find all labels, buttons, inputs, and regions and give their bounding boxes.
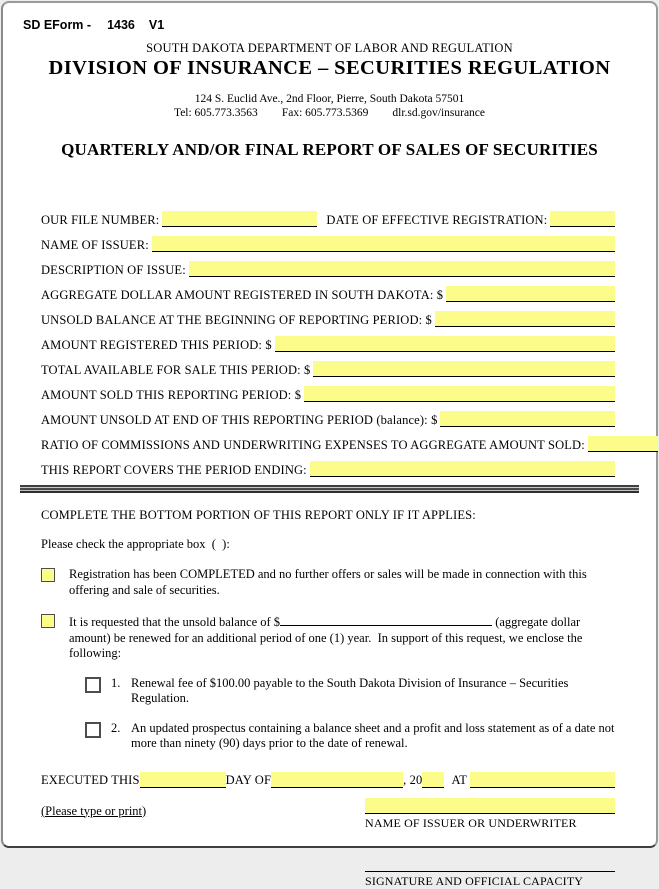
day-of-label: DAY OF	[225, 773, 272, 788]
renewal-option-text	[69, 613, 615, 662]
eform-version: V1	[148, 18, 165, 32]
file-number-label: OUR FILE NUMBER:	[41, 212, 160, 227]
enclosure-text: An updated prospectus containing a balance sheet and a profit and loss statement as of a date not more than ninety (90) days prior to the date of renewal.	[131, 720, 615, 750]
check-prompt: Please check the appropriate box ( ):	[41, 537, 230, 551]
table-row	[41, 452, 615, 477]
eform-prefix: SD EForm -	[23, 18, 92, 32]
page-title: QUARTERLY AND/OR FINAL REPORT OF SALES OF SECURITIES	[61, 140, 598, 159]
department-line: SOUTH DAKOTA DEPARTMENT OF LABOR AND REGULATION	[146, 41, 513, 55]
section-divider	[20, 485, 639, 493]
issue-description-field[interactable]	[189, 261, 615, 277]
prospectus-checkbox[interactable]	[85, 722, 101, 738]
total-available-field[interactable]	[313, 361, 615, 377]
issuer-name-field[interactable]	[152, 236, 615, 252]
renewal-text-after: (aggregate dollar amount) be renewed for an additional period of one (1) year. In support of this request, we enclose the following:	[69, 615, 583, 660]
unsold-beginning-label: UNSOLD BALANCE AT THE BEGINNING OF REPORTING PERIOD: $	[41, 312, 432, 327]
executed-place-field[interactable]	[470, 772, 615, 788]
signature-line	[365, 871, 615, 872]
division-line: DIVISION OF INSURANCE – SECURITIES REGULATION	[48, 57, 611, 79]
signature-area	[41, 798, 615, 889]
enclosure-number: 2.	[111, 720, 121, 735]
renewal-fee-checkbox[interactable]	[85, 677, 101, 693]
renewal-text-before: It is requested that the unsold balance of $	[69, 615, 281, 629]
table-row	[41, 352, 615, 377]
bottom-section	[41, 508, 615, 752]
at-label: AT	[451, 773, 468, 788]
registered-this-period-label: AMOUNT REGISTERED THIS PERIOD: $	[41, 337, 272, 352]
letterhead	[3, 41, 656, 119]
unsold-beginning-field[interactable]	[435, 311, 615, 327]
table-row	[41, 427, 615, 452]
table-row	[41, 277, 615, 302]
effective-registration-label: DATE OF EFFECTIVE REGISTRATION:	[326, 212, 548, 227]
tel-text: Tel: 605.773.3563	[173, 107, 258, 119]
issuer-underwriter-name-field[interactable]	[365, 798, 615, 814]
enclosure-number: 1.	[111, 675, 121, 690]
eform-number: 1436	[107, 18, 135, 32]
table-row	[41, 402, 615, 427]
table-row	[41, 252, 615, 277]
list-item	[85, 721, 615, 752]
completed-option-row	[41, 567, 615, 598]
address-line: 124 S. Euclid Ave., 2nd Floor, Pierre, South Dakota 57501	[194, 93, 465, 105]
completed-checkbox[interactable]	[41, 568, 55, 582]
executed-day-field[interactable]	[140, 772, 226, 788]
contact-line	[3, 107, 656, 119]
registered-this-period-field[interactable]	[275, 336, 615, 352]
bottom-instruction: COMPLETE THE BOTTOM PORTION OF THIS REPORT ONLY IF IT APPLIES:	[41, 508, 476, 522]
unsold-end-label: AMOUNT UNSOLD AT END OF THIS REPORTING PERIOD (balance): $	[41, 412, 438, 427]
issue-description-label: DESCRIPTION OF ISSUE:	[41, 262, 186, 277]
total-available-label: TOTAL AVAILABLE FOR SALE THIS PERIOD: $	[41, 362, 311, 377]
signature-column	[365, 798, 615, 889]
file-number-field[interactable]	[162, 211, 317, 227]
executed-this-label: EXECUTED THIS	[41, 773, 140, 788]
effective-registration-field[interactable]	[550, 211, 615, 227]
aggregate-registered-field[interactable]	[446, 286, 615, 302]
renewal-option-row	[41, 613, 615, 662]
enclosures-list	[85, 676, 615, 752]
renewal-amount-blank[interactable]	[280, 613, 492, 626]
table-row	[41, 302, 615, 327]
fields-section	[41, 202, 615, 477]
signature-line-label: SIGNATURE AND OFFICIAL CAPACITY	[365, 873, 584, 888]
ratio-label: RATIO OF COMMISSIONS AND UNDERWRITING EXPENSES TO AGGREGATE AMOUNT SOLD:	[41, 437, 585, 452]
table-row	[41, 327, 615, 352]
fax-text: Fax: 605.773.5369	[281, 107, 369, 119]
completed-option-text: Registration has been COMPLETED and no further offers or sales will be made in connection with this offering and sale of securities.	[69, 567, 587, 597]
aggregate-registered-label: AGGREGATE DOLLAR AMOUNT REGISTERED IN SOUTH DAKOTA: $	[41, 287, 444, 302]
issuer-name-label: NAME OF ISSUER:	[41, 237, 149, 252]
table-row	[41, 227, 615, 252]
form-page	[1, 1, 658, 888]
eform-tag	[23, 18, 656, 32]
period-ending-field[interactable]	[310, 461, 615, 477]
name-line-label: NAME OF ISSUER OR UNDERWRITER	[365, 815, 577, 830]
ratio-field[interactable]	[588, 436, 658, 452]
sold-this-period-field[interactable]	[304, 386, 615, 402]
unsold-end-field[interactable]	[440, 411, 615, 427]
renewal-checkbox[interactable]	[41, 614, 55, 628]
executed-year-field[interactable]	[422, 772, 444, 788]
table-row	[41, 377, 615, 402]
sold-this-period-label: AMOUNT SOLD THIS REPORTING PERIOD: $	[41, 387, 302, 402]
year-prefix-label: , 20	[403, 773, 423, 788]
website-text: dlr.sd.gov/insurance	[392, 107, 486, 119]
executed-row	[41, 764, 615, 788]
table-row	[41, 202, 615, 227]
period-ending-label: THIS REPORT COVERS THE PERIOD ENDING:	[41, 462, 307, 477]
please-type-label: (Please type or print)	[41, 803, 147, 818]
list-item	[85, 676, 615, 707]
enclosure-text: Renewal fee of $100.00 payable to the South Dakota Division of Insurance – Securities Regulation.	[131, 675, 569, 705]
executed-month-field[interactable]	[271, 772, 403, 788]
